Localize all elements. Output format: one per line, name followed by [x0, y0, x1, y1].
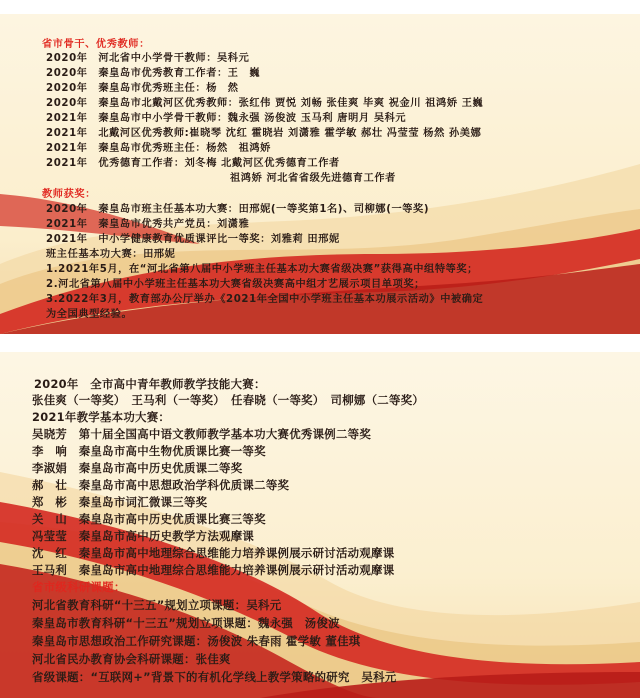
list-item: 2021年 秦皇岛市优秀共产党员：刘潇雅 — [46, 219, 250, 230]
list-item: 李淑娟 秦皇岛市高中历史优质课二等奖 — [32, 461, 243, 475]
list-item: 2020年 秦皇岛市优秀教育工作者：王 巍 — [46, 68, 261, 79]
list-item: 关 山 秦皇岛市高中历史优质课比赛三等奖 — [32, 512, 266, 526]
list-item: 秦皇岛市思想政治工作研究课题：汤俊波 朱春雨 霍学敏 董佳琪 — [32, 634, 361, 648]
list-item: 2021年 中小学健康教育优质课评比一等奖：刘雅莉 田邢妮 — [46, 234, 340, 245]
list-item: 2021年教学基本功大赛： — [32, 410, 171, 424]
list-item: 郝 壮 秦皇岛市高中思想政治学科优质课二等奖 — [32, 478, 290, 492]
list-item: 2021年 优秀德育工作者：刘冬梅 北戴河区优秀德育工作者 — [46, 158, 340, 169]
honors-panel-bottom — [0, 352, 640, 698]
list-item: 2.河北省第八届中小学班主任基本功大赛省级决赛高中组才艺展示项目单项奖； — [46, 279, 425, 290]
list-item: 河北省教育科研“十三五”规划立项课题：吴科元 — [32, 598, 282, 612]
list-item: 2021年 秦皇岛市中小学骨干教师：魏永强 汤俊波 玉马利 唐明月 吴科元 — [46, 113, 407, 124]
list-item: 张佳爽（一等奖） 王马利（一等奖） 任春晓（一等奖） 司柳娜（二等奖） — [32, 393, 425, 407]
list-item: 河北省民办教育协会科研课题：张佳爽 — [32, 652, 231, 666]
list-item: 冯莹莹 秦皇岛市高中历史教学方法观摩课 — [32, 529, 255, 543]
section-heading-key-teachers: 省市骨干、优秀教师： — [42, 39, 150, 50]
list-item: 为全国典型经验。 — [46, 309, 133, 320]
list-item: 吴晓芳 第十届全国高中语文教师教学基本功大赛优秀课例二等奖 — [32, 427, 372, 441]
honors-panel-top — [0, 14, 640, 334]
list-item: 2020年 秦皇岛市北戴河区优秀教师：张红伟 贾悦 刘畅 张佳爽 毕爽 祝金川 祖鸿娇 王巍 — [46, 98, 484, 109]
list-item: 班主任基本功大赛：田邢妮 — [46, 249, 176, 260]
section-heading-research: 省市级科研课题： — [32, 580, 126, 594]
list-item: 2020年 河北省中小学骨干教师：吴科元 — [46, 53, 250, 64]
list-item: 3.2022年3月，教育部办公厅举办《2021年全国中小学班主任基本功展示活动》中被确定 — [46, 294, 484, 305]
list-item: 郑 彬 秦皇岛市词汇微课三等奖 — [32, 495, 208, 509]
list-item: 2020年 秦皇岛市优秀班主任：杨 然 — [46, 83, 239, 94]
list-item: 王马利 秦皇岛市高中地理综合思维能力培养课例展示研讨活动观摩课 — [32, 563, 395, 577]
section-heading-awards: 教师获奖： — [42, 189, 96, 200]
list-item: 省级课题：“互联网+”背景下的有机化学线上教学策略的研究 吴科元 — [32, 670, 397, 684]
list-item: 1.2021年5月，在“河北省第八届中小学班主任基本功大赛省级决赛”获得高中组特等奖； — [46, 264, 478, 275]
list-item: 秦皇岛市教育科研“十三五”规划立项课题：魏永强 汤俊波 — [32, 616, 340, 630]
list-item: 2020年 全市高中青年教师教学技能大赛： — [34, 377, 266, 391]
list-item: 2021年 北戴河区优秀教师:崔晓琴 沈红 霍晓岩 刘潇雅 霍学敏 郝壮 冯莹莹 杨然 孙美娜 — [46, 128, 482, 139]
list-item: 李 响 秦皇岛市高中生物优质课比赛一等奖 — [32, 444, 266, 458]
list-item: 2021年 秦皇岛市优秀班主任：杨然 祖鸿娇 — [46, 143, 271, 154]
list-item: 沈 红 秦皇岛市高中地理综合思维能力培养课例展示研讨活动观摩课 — [32, 546, 395, 560]
list-item: 祖鸿娇 河北省省级先进德育工作者 — [230, 173, 396, 184]
list-item: 2020年 秦皇岛市班主任基本功大赛：田邢妮(一等奖第1名)、司柳娜(一等奖) — [46, 204, 430, 215]
